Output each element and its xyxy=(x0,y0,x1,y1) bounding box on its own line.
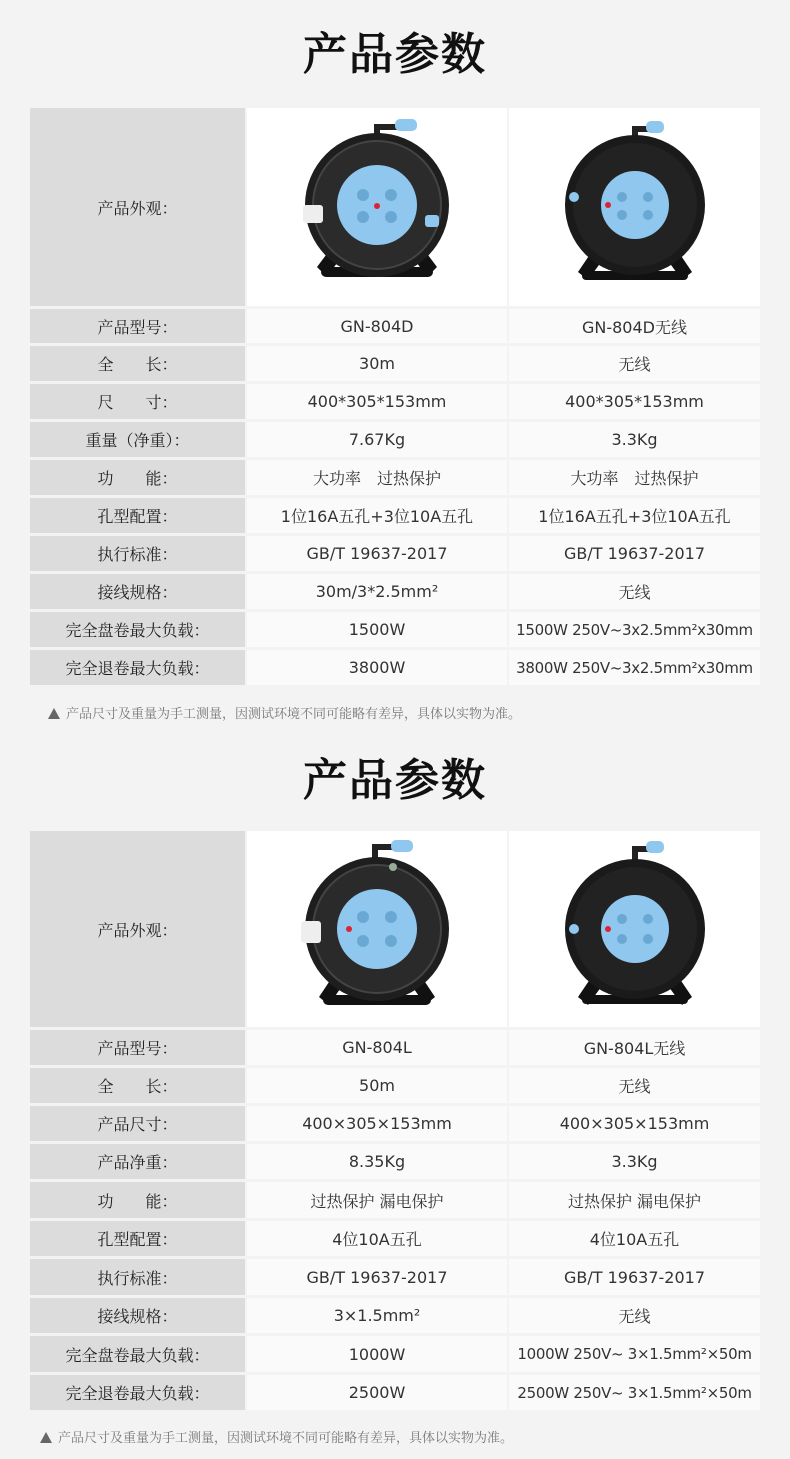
row-label: 全 长： xyxy=(30,1068,245,1103)
product-image-corded xyxy=(247,831,507,1027)
spec-row xyxy=(30,346,760,381)
uncoiled-load-value-corded: 3800W xyxy=(247,650,507,685)
disclaimer-text: 产品尺寸及重量为手工测量，因测试环境不同可能略有差异，具体以实物为准。 xyxy=(58,1431,514,1446)
size-value-corded: 400*305*153mm xyxy=(247,384,507,419)
cable-reel-image xyxy=(550,837,720,1022)
standard-value-wireless: GB/T 19637-2017 xyxy=(509,536,760,571)
row-label: 产品尺寸： xyxy=(30,1106,245,1141)
disclaimer-text: 产品尺寸及重量为手工测量，因测试环境不同可能略有差异，具体以实物为准。 xyxy=(66,707,522,722)
spec-row xyxy=(30,384,760,419)
wire-value-wireless: 无线 xyxy=(509,1298,760,1333)
row-label: 产品外观： xyxy=(30,831,245,1027)
row-label: 全 长： xyxy=(30,346,245,381)
socket-value-corded: 1位16A五孔+3位10A五孔 xyxy=(247,498,507,533)
model-value-wireless: GN-804D无线 xyxy=(509,309,760,343)
coiled-load-value-wireless: 1000W 250V~ 3×1.5mm²×50m xyxy=(509,1336,760,1372)
row-label: 完全盘卷最大负载： xyxy=(30,612,245,647)
socket-value-wireless: 1位16A五孔+3位10A五孔 xyxy=(509,498,760,533)
row-label: 接线规格： xyxy=(30,574,245,609)
row-label: 产品型号： xyxy=(30,1030,245,1065)
wire-value-corded: 30m/3*2.5mm² xyxy=(247,574,507,609)
spec-row xyxy=(30,1298,760,1333)
length-value-corded: 50m xyxy=(247,1068,507,1103)
appearance-row xyxy=(30,108,760,306)
spec-row xyxy=(30,574,760,609)
row-label: 产品型号： xyxy=(30,309,245,343)
coiled-load-value-wireless: 1500W 250V~3x2.5mm²x30mm xyxy=(509,612,760,647)
spec-row xyxy=(30,1144,760,1179)
wire-value-wireless: 无线 xyxy=(509,574,760,609)
warning-icon xyxy=(40,1432,52,1443)
uncoiled-load-value-corded: 2500W xyxy=(247,1375,507,1410)
spec-row xyxy=(30,612,760,647)
cable-reel-image xyxy=(550,117,720,297)
row-label: 功 能： xyxy=(30,460,245,495)
size-value-wireless: 400×305×153mm xyxy=(509,1106,760,1141)
function-value-wireless: 过热保护 漏电保护 xyxy=(509,1182,760,1218)
socket-value-wireless: 4位10A五孔 xyxy=(509,1221,760,1256)
length-value-wireless: 无线 xyxy=(509,1068,760,1103)
length-value-corded: 30m xyxy=(247,346,507,381)
disclaimer-note xyxy=(48,703,521,722)
standard-value-wireless: GB/T 19637-2017 xyxy=(509,1259,760,1295)
uncoiled-load-value-wireless: 3800W 250V~3x2.5mm²x30mm xyxy=(509,650,760,685)
row-label: 孔型配置： xyxy=(30,498,245,533)
row-label: 执行标准： xyxy=(30,536,245,571)
spec-row xyxy=(30,422,760,457)
spec-row xyxy=(30,650,760,685)
cable-reel-image xyxy=(287,837,467,1022)
disclaimer-note xyxy=(40,1427,513,1446)
length-value-wireless: 无线 xyxy=(509,346,760,381)
cable-reel-image xyxy=(287,117,467,297)
product-image-wireless xyxy=(509,108,760,306)
spec-row xyxy=(30,1375,760,1410)
section-title: 产品参数 xyxy=(303,29,487,80)
coiled-load-value-corded: 1500W xyxy=(247,612,507,647)
spec-row xyxy=(30,536,760,571)
standard-value-corded: GB/T 19637-2017 xyxy=(247,1259,507,1295)
spec-row xyxy=(30,498,760,533)
weight-value-wireless: 3.3Kg xyxy=(509,1144,760,1179)
row-label: 接线规格： xyxy=(30,1298,245,1333)
row-label: 产品净重： xyxy=(30,1144,245,1179)
model-value-wireless: GN-804L无线 xyxy=(509,1030,760,1065)
wire-value-corded: 3×1.5mm² xyxy=(247,1298,507,1333)
model-value-corded: GN-804L xyxy=(247,1030,507,1065)
row-label: 完全盘卷最大负载： xyxy=(30,1336,245,1372)
standard-value-corded: GB/T 19637-2017 xyxy=(247,536,507,571)
row-label: 尺 寸： xyxy=(30,384,245,419)
spec-row xyxy=(30,1182,760,1218)
spec-row xyxy=(30,309,760,343)
weight-value-corded: 8.35Kg xyxy=(247,1144,507,1179)
size-value-corded: 400×305×153mm xyxy=(247,1106,507,1141)
coiled-load-value-corded: 1000W xyxy=(247,1336,507,1372)
product-image-wireless xyxy=(509,831,760,1027)
spec-row xyxy=(30,1068,760,1103)
row-label: 重量（净重）： xyxy=(30,422,245,457)
appearance-row xyxy=(30,831,760,1027)
spec-row xyxy=(30,1336,760,1372)
weight-value-corded: 7.67Kg xyxy=(247,422,507,457)
row-label: 完全退卷最大负载： xyxy=(30,650,245,685)
warning-icon xyxy=(48,708,60,719)
spec-row xyxy=(30,460,760,495)
product-image-corded xyxy=(247,108,507,306)
row-label: 执行标准： xyxy=(30,1259,245,1295)
row-label: 完全退卷最大负载： xyxy=(30,1375,245,1410)
function-value-wireless: 大功率 过热保护 xyxy=(509,460,760,495)
function-value-corded: 大功率 过热保护 xyxy=(247,460,507,495)
row-label: 产品外观： xyxy=(30,108,245,306)
model-value-corded: GN-804D xyxy=(247,309,507,343)
row-label: 功 能： xyxy=(30,1182,245,1218)
uncoiled-load-value-wireless: 2500W 250V~ 3×1.5mm²×50m xyxy=(509,1375,760,1410)
row-label: 孔型配置： xyxy=(30,1221,245,1256)
section-title: 产品参数 xyxy=(303,755,487,806)
spec-row xyxy=(30,1259,760,1295)
spec-row xyxy=(30,1106,760,1141)
spec-row xyxy=(30,1221,760,1256)
spec-row xyxy=(30,1030,760,1065)
socket-value-corded: 4位10A五孔 xyxy=(247,1221,507,1256)
function-value-corded: 过热保护 漏电保护 xyxy=(247,1182,507,1218)
weight-value-wireless: 3.3Kg xyxy=(509,422,760,457)
size-value-wireless: 400*305*153mm xyxy=(509,384,760,419)
